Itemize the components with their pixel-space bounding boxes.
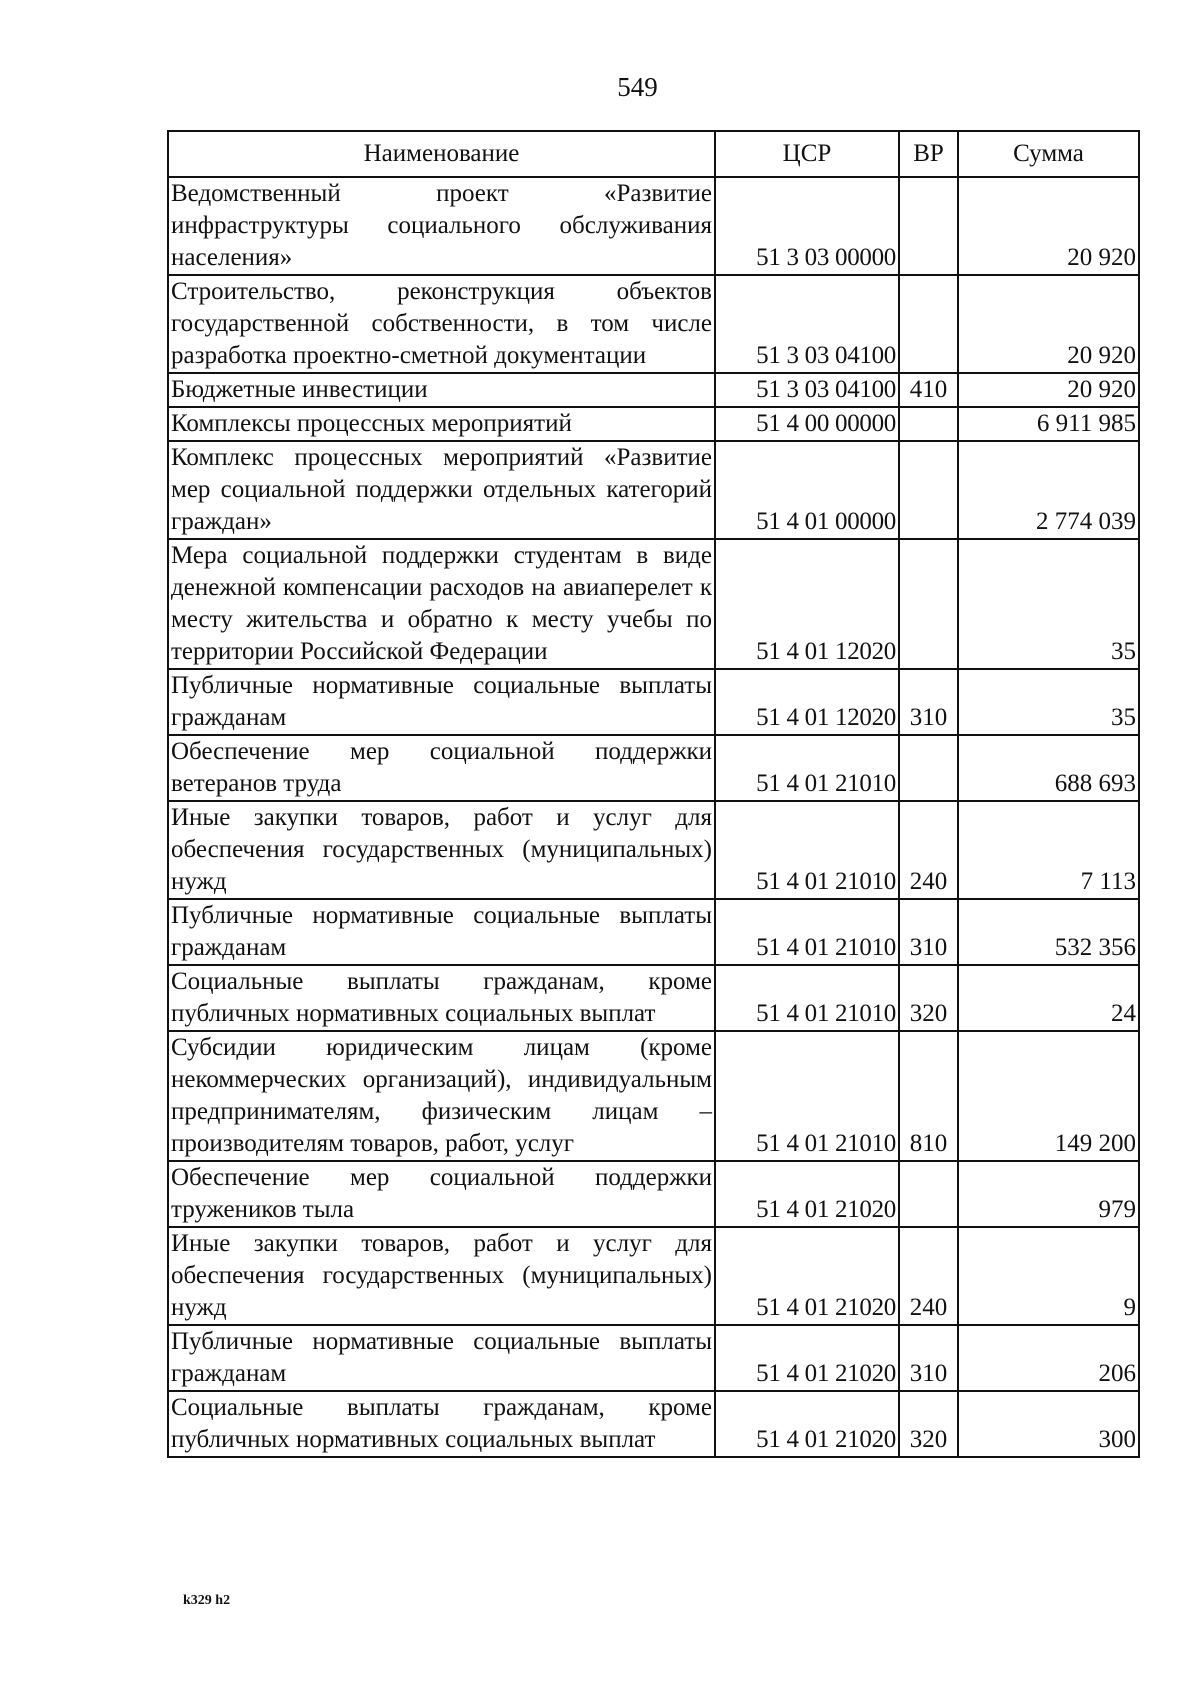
row-csr: 51 4 01 21010 (715, 735, 899, 801)
row-sum: 35 (958, 539, 1139, 669)
table-row (168, 1031, 1139, 1161)
row-vr (899, 539, 958, 669)
row-csr: 51 4 01 21010 (715, 899, 899, 965)
row-csr: 51 4 01 21020 (715, 1391, 899, 1457)
row-vr (899, 735, 958, 801)
row-vr (899, 275, 958, 373)
row-sum: 9 (958, 1227, 1139, 1325)
table-row (168, 735, 1139, 801)
table-header-row (168, 131, 1139, 177)
row-name: Публичные нормативные социальные выплаты гражданам (168, 899, 715, 965)
table-row (168, 669, 1139, 735)
table-row (168, 539, 1139, 669)
table-row (168, 407, 1139, 441)
row-name: Публичные нормативные социальные выплаты гражданам (168, 1325, 715, 1391)
table-row (168, 965, 1139, 1031)
row-csr: 51 4 01 21010 (715, 965, 899, 1031)
budget-table (167, 130, 1140, 1458)
row-name: Иные закупки товаров, работ и услуг для обеспечения государственных (муниципальных) нужд (168, 801, 715, 899)
header-sum: Сумма (958, 131, 1139, 177)
row-sum: 20 920 (958, 275, 1139, 373)
row-name: Бюджетные инвестиции (168, 373, 715, 407)
row-name: Социальные выплаты гражданам, кроме публичных нормативных социальных выплат (168, 965, 715, 1031)
row-name: Обеспечение мер социальной поддержки тружеников тыла (168, 1161, 715, 1227)
row-csr: 51 3 03 04100 (715, 373, 899, 407)
table-row (168, 177, 1139, 275)
row-csr: 51 4 01 21010 (715, 801, 899, 899)
row-vr: 410 (899, 373, 958, 407)
row-vr: 320 (899, 965, 958, 1031)
row-sum: 979 (958, 1161, 1139, 1227)
row-name: Публичные нормативные социальные выплаты гражданам (168, 669, 715, 735)
row-name: Мера социальной поддержки студентам в виде денежной компенсации расходов на авиаперелет к месту жительства и обратно к месту учебы по территории Российской Федерации (168, 539, 715, 669)
row-vr: 240 (899, 801, 958, 899)
row-csr: 51 4 01 21020 (715, 1161, 899, 1227)
row-name: Ведомственный проект «Развитие инфраструктуры социального обслуживания населения» (168, 177, 715, 275)
row-vr: 240 (899, 1227, 958, 1325)
row-name: Социальные выплаты гражданам, кроме публичных нормативных социальных выплат (168, 1391, 715, 1457)
row-sum: 24 (958, 965, 1139, 1031)
row-vr: 310 (899, 899, 958, 965)
row-sum: 300 (958, 1391, 1139, 1457)
row-sum: 20 920 (958, 177, 1139, 275)
header-name: Наименование (168, 131, 715, 177)
row-name: Обеспечение мер социальной поддержки ветеранов труда (168, 735, 715, 801)
document-code: k329 h2 (183, 1593, 231, 1608)
row-sum: 6 911 985 (958, 407, 1139, 441)
row-name: Комплексы процессных мероприятий (168, 407, 715, 441)
row-vr (899, 1161, 958, 1227)
row-csr: 51 4 01 21020 (715, 1325, 899, 1391)
table-row (168, 373, 1139, 407)
row-csr: 51 4 01 00000 (715, 441, 899, 539)
row-vr: 310 (899, 1325, 958, 1391)
row-csr: 51 4 00 00000 (715, 407, 899, 441)
row-name: Иные закупки товаров, работ и услуг для обеспечения государственных (муниципальных) нужд (168, 1227, 715, 1325)
row-name: Комплекс процессных мероприятий «Развитие мер социальной поддержки отдельных категорий граждан» (168, 441, 715, 539)
table-row (168, 275, 1139, 373)
row-vr (899, 441, 958, 539)
row-vr: 810 (899, 1031, 958, 1161)
row-vr: 310 (899, 669, 958, 735)
table-row (168, 1325, 1139, 1391)
table-row (168, 801, 1139, 899)
row-sum: 149 200 (958, 1031, 1139, 1161)
row-csr: 51 4 01 12020 (715, 669, 899, 735)
row-sum: 35 (958, 669, 1139, 735)
table-row (168, 441, 1139, 539)
row-name: Субсидии юридическим лицам (кроме некоммерческих организаций), индивидуальным предпринимателям, физическим лицам – производителям товаров, работ, услуг (168, 1031, 715, 1161)
row-vr: 320 (899, 1391, 958, 1457)
row-sum: 7 113 (958, 801, 1139, 899)
row-csr: 51 3 03 04100 (715, 275, 899, 373)
header-csr: ЦСР (715, 131, 899, 177)
row-vr (899, 407, 958, 441)
row-vr (899, 177, 958, 275)
row-csr: 51 4 01 21020 (715, 1227, 899, 1325)
row-sum: 2 774 039 (958, 441, 1139, 539)
row-sum: 206 (958, 1325, 1139, 1391)
row-sum: 20 920 (958, 373, 1139, 407)
row-csr: 51 3 03 00000 (715, 177, 899, 275)
table-row (168, 1227, 1139, 1325)
header-vr: ВР (899, 131, 958, 177)
row-csr: 51 4 01 21010 (715, 1031, 899, 1161)
table-row (168, 1391, 1139, 1457)
page-number: 549 (617, 72, 658, 102)
table-row (168, 899, 1139, 965)
row-sum: 688 693 (958, 735, 1139, 801)
row-name: Строительство, реконструкция объектов государственной собственности, в том числе разработка проектно-сметной документации (168, 275, 715, 373)
table-row (168, 1161, 1139, 1227)
row-csr: 51 4 01 12020 (715, 539, 899, 669)
row-sum: 532 356 (958, 899, 1139, 965)
